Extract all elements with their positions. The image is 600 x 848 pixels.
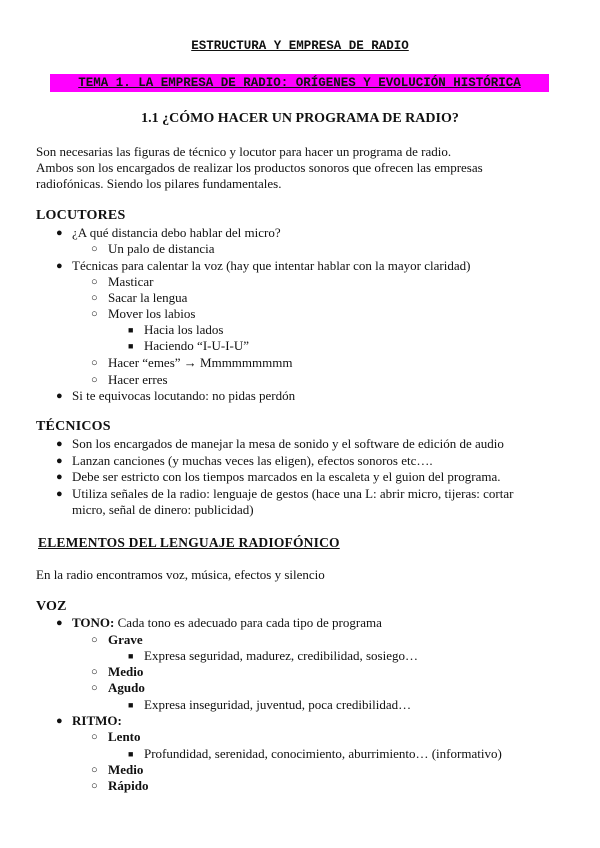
circle-bullet-icon: ○ (91, 780, 98, 792)
voz-heading: VOZ (36, 599, 67, 614)
list-item: Medio (108, 664, 144, 679)
intro-line-3: radiofónicas. Siendo los pilares fundamentales. (36, 176, 282, 191)
circle-bullet-icon: ○ (91, 308, 98, 320)
list-item: Debe ser estricto con los tiempos marcados en la escaleta y el guion del programa. (72, 469, 501, 484)
square-bullet-icon: ■ (128, 651, 134, 661)
square-bullet-icon: ■ (128, 700, 134, 710)
circle-bullet-icon: ○ (91, 731, 98, 743)
list-item: RITMO: (72, 713, 122, 728)
list-item: Si te equivocas locutando: no pidas perdón (72, 388, 296, 403)
section-title: 1.1 ¿CÓMO HACER UN PROGRAMA DE RADIO? (141, 111, 459, 126)
square-bullet-icon: ■ (128, 341, 134, 351)
bullet-icon: ● (56, 390, 63, 402)
list-item: Mover los labios (108, 306, 196, 321)
circle-bullet-icon: ○ (91, 243, 98, 255)
list-item: Grave (108, 632, 143, 647)
elementos-heading: ELEMENTOS DEL LENGUAJE RADIOFÓNICO (38, 535, 340, 550)
list-item: Utiliza señales de la radio: lenguaje de gestos (hace una L: abrir micro, tijeras: cortar (72, 486, 514, 501)
bullet-icon: ● (56, 471, 63, 483)
list-item: Un palo de distancia (108, 241, 215, 256)
list-item: Expresa seguridad, madurez, credibilidad, sosiego… (144, 648, 418, 663)
list-item: Masticar (108, 274, 154, 289)
circle-bullet-icon: ○ (91, 276, 98, 288)
intro-line-1: Son necesarias las figuras de técnico y locutor para hacer un programa de radio. (36, 144, 452, 159)
bullet-icon: ● (56, 488, 63, 500)
square-bullet-icon: ■ (128, 749, 134, 759)
list-item: Agudo (108, 680, 145, 695)
list-item: Expresa inseguridad, juventud, poca credibilidad… (144, 697, 412, 712)
circle-bullet-icon: ○ (91, 374, 98, 386)
list-item: Lanzan canciones (y muchas veces las eligen), efectos sonoros etc…. (72, 453, 433, 468)
list-item-tono (72, 615, 382, 631)
bullet-icon: ● (56, 227, 63, 239)
circle-bullet-icon: ○ (91, 634, 98, 646)
circle-bullet-icon: ○ (91, 764, 98, 776)
list-item: Medio (108, 762, 144, 777)
tono-text: Cada tono es adecuado para cada tipo de programa (114, 615, 382, 630)
tecnicos-heading: TÉCNICOS (36, 419, 111, 434)
list-item: Hacer “emes” → Mmmmmmmmm (108, 355, 293, 370)
list-item: Hacer erres (108, 372, 168, 387)
circle-bullet-icon: ○ (91, 682, 98, 694)
theme-title-highlighted: TEMA 1. LA EMPRESA DE RADIO: ORÍGENES Y EVOLUCIÓN HISTÓRICA (50, 74, 549, 92)
square-bullet-icon: ■ (128, 325, 134, 335)
list-item: Son los encargados de manejar la mesa de sonido y el software de edición de audio (72, 436, 504, 451)
locutores-heading: LOCUTORES (36, 208, 126, 223)
bullet-icon: ● (56, 715, 63, 727)
bullet-icon: ● (56, 455, 63, 467)
tono-label: TONO: (72, 615, 115, 630)
bullet-icon: ● (56, 617, 63, 629)
document-title: ESTRUCTURA Y EMPRESA DE RADIO (191, 39, 409, 53)
circle-bullet-icon: ○ (91, 666, 98, 678)
list-item: Lento (108, 729, 141, 744)
list-item: Profundidad, serenidad, conocimiento, aburrimiento… (informativo) (144, 746, 502, 761)
list-item: ¿A qué distancia debo hablar del micro? (72, 225, 281, 240)
list-item: Rápido (108, 778, 149, 793)
list-item: Técnicas para calentar la voz (hay que intentar hablar con la mayor claridad) (72, 258, 471, 273)
intro-line-2: Ambos son los encargados de realizar los productos sonoros que ofrecen las empresas (36, 160, 483, 175)
bullet-icon: ● (56, 438, 63, 450)
elementos-intro: En la radio encontramos voz, música, efectos y silencio (36, 567, 325, 582)
list-item-continuation: micro, señal de dinero: publicidad) (72, 502, 254, 517)
circle-bullet-icon: ○ (91, 292, 98, 304)
list-item: Hacia los lados (144, 322, 224, 337)
circle-bullet-icon: ○ (91, 357, 98, 369)
list-item: Sacar la lengua (108, 290, 188, 305)
list-item: Haciendo “I-U-I-U” (144, 338, 250, 353)
bullet-icon: ● (56, 260, 63, 272)
